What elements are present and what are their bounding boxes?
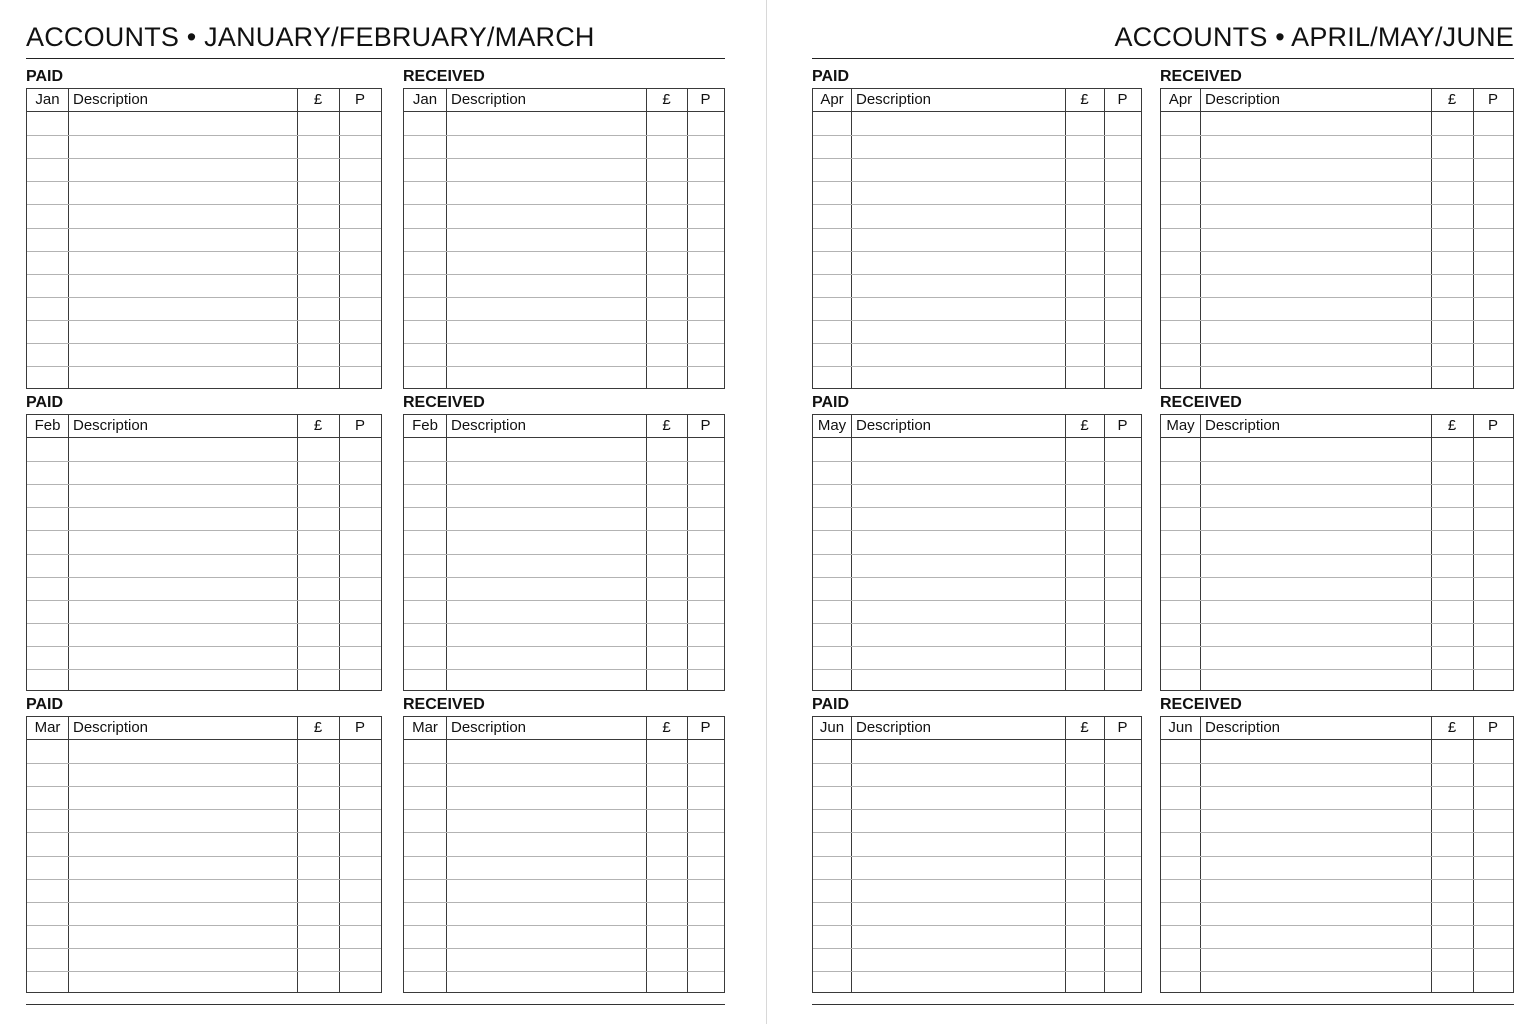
entry-row-line <box>1161 879 1513 880</box>
entry-row-line <box>1161 577 1513 578</box>
entry-row-line <box>1161 530 1513 531</box>
entry-row-line <box>813 530 1141 531</box>
entry-row-line <box>27 181 381 182</box>
entry-row-line <box>813 274 1141 275</box>
right-page-title: ACCOUNTS • APRIL/MAY/JUNE <box>1114 22 1514 52</box>
entry-row-line <box>1161 158 1513 159</box>
month-column-header: Apr <box>1168 91 1193 108</box>
entry-row-line <box>813 925 1141 926</box>
entry-row-line <box>404 181 724 182</box>
received-section-label: RECEIVED <box>403 394 485 411</box>
entry-row-line <box>813 577 1141 578</box>
page-spine <box>766 0 767 1024</box>
entry-row-line <box>27 879 381 880</box>
entry-row-line <box>1161 181 1513 182</box>
pounds-column-header: £ <box>313 91 323 108</box>
entry-row-line <box>813 297 1141 298</box>
column-divider <box>446 415 447 690</box>
right-title-rule <box>812 58 1514 59</box>
may-paid-ledger[interactable] <box>812 414 1142 691</box>
column-divider <box>646 415 647 690</box>
pounds-column-header: £ <box>313 719 323 736</box>
column-divider <box>851 717 852 992</box>
entry-row-line <box>1161 669 1513 670</box>
entry-row-line <box>27 204 381 205</box>
entry-row-line <box>27 971 381 972</box>
entry-row-line <box>1161 554 1513 555</box>
column-divider <box>1431 415 1432 690</box>
entry-row-line <box>813 623 1141 624</box>
entry-row-line <box>813 251 1141 252</box>
ledger-header <box>1161 89 1513 112</box>
entry-row-line <box>404 484 724 485</box>
pounds-column-header: £ <box>1080 91 1089 108</box>
entry-row-line <box>813 554 1141 555</box>
paid-section-label: PAID <box>26 696 64 713</box>
pence-column-header: P <box>354 417 365 434</box>
entry-row-line <box>1161 763 1513 764</box>
jan-paid-ledger[interactable] <box>26 88 382 389</box>
entry-row-line <box>1161 809 1513 810</box>
column-divider <box>68 717 69 992</box>
pounds-column-header: £ <box>1447 417 1457 434</box>
received-section-label: RECEIVED <box>1160 394 1242 411</box>
ledger-header <box>1161 415 1513 438</box>
paid-section-label: PAID <box>26 68 64 85</box>
paid-section-label: PAID <box>26 394 64 411</box>
entry-row-line <box>1161 507 1513 508</box>
column-divider <box>339 717 340 992</box>
entry-row-line <box>404 856 724 857</box>
entry-row-line <box>404 925 724 926</box>
feb-received-ledger[interactable] <box>403 414 725 691</box>
received-section-label: RECEIVED <box>1160 68 1242 85</box>
column-divider <box>68 415 69 690</box>
entry-row-line <box>404 669 724 670</box>
ledger-header <box>404 717 724 740</box>
pence-column-header: P <box>354 719 365 736</box>
entry-row-line <box>404 228 724 229</box>
column-divider <box>851 415 852 690</box>
entry-row-line <box>813 786 1141 787</box>
entry-row-line <box>27 669 381 670</box>
entry-row-line <box>404 646 724 647</box>
pounds-column-header: £ <box>313 417 323 434</box>
entry-row-line <box>813 507 1141 508</box>
entry-row-line <box>1161 461 1513 462</box>
pounds-column-header: £ <box>662 91 671 108</box>
entry-row-line <box>27 530 381 531</box>
column-divider <box>1104 415 1105 690</box>
entry-row-line <box>27 925 381 926</box>
ledger-header <box>1161 717 1513 740</box>
pounds-column-header: £ <box>1080 417 1089 434</box>
entry-row-line <box>1161 646 1513 647</box>
column-divider <box>687 415 688 690</box>
month-column-header: Mar <box>412 719 438 736</box>
entry-row-line <box>1161 297 1513 298</box>
left-title-rule <box>26 58 725 59</box>
pence-column-header: P <box>354 91 365 108</box>
entry-row-line <box>27 646 381 647</box>
description-column-header: Description <box>73 91 149 108</box>
entry-row-line <box>813 135 1141 136</box>
entry-row-line <box>404 135 724 136</box>
entry-row-line <box>1161 925 1513 926</box>
pence-column-header: P <box>700 719 711 736</box>
entry-row-line <box>404 832 724 833</box>
pence-column-header: P <box>700 417 711 434</box>
description-column-header: Description <box>856 417 932 434</box>
entry-row-line <box>813 763 1141 764</box>
description-column-header: Description <box>1205 91 1281 108</box>
entry-row-line <box>404 577 724 578</box>
entry-row-line <box>27 343 381 344</box>
left-bottom-rule <box>26 1004 725 1005</box>
description-column-header: Description <box>856 91 932 108</box>
pounds-column-header: £ <box>1447 91 1457 108</box>
month-column-header: Jun <box>1168 719 1193 736</box>
column-divider <box>1065 415 1066 690</box>
paid-section-label: PAID <box>812 696 850 713</box>
entry-row-line <box>1161 343 1513 344</box>
entry-row-line <box>1161 366 1513 367</box>
entry-row-line <box>27 158 381 159</box>
entry-row-line <box>404 320 724 321</box>
entry-row-line <box>404 366 724 367</box>
entry-row-line <box>404 948 724 949</box>
entry-row-line <box>404 879 724 880</box>
ledger-header <box>813 89 1141 112</box>
entry-row-line <box>1161 623 1513 624</box>
entry-row-line <box>813 809 1141 810</box>
entry-row-line <box>27 366 381 367</box>
entry-row-line <box>404 600 724 601</box>
column-divider <box>687 717 688 992</box>
entry-row-line <box>813 856 1141 857</box>
pounds-column-header: £ <box>1447 719 1457 736</box>
entry-row-line <box>27 786 381 787</box>
entry-row-line <box>27 832 381 833</box>
month-column-header: Jun <box>819 719 845 736</box>
entry-row-line <box>27 135 381 136</box>
entry-row-line <box>27 577 381 578</box>
entry-row-line <box>1161 902 1513 903</box>
entry-row-line <box>1161 948 1513 949</box>
entry-row-line <box>813 343 1141 344</box>
entry-row-line <box>1161 251 1513 252</box>
ledger-header <box>813 415 1141 438</box>
column-divider <box>1473 415 1474 690</box>
column-divider <box>646 717 647 992</box>
pence-column-header: P <box>700 91 711 108</box>
pence-column-header: P <box>1117 719 1128 736</box>
apr-paid-ledger[interactable] <box>812 88 1142 389</box>
received-section-label: RECEIVED <box>403 696 485 713</box>
jun-paid-ledger[interactable] <box>812 716 1142 993</box>
entry-row-line <box>1161 600 1513 601</box>
entry-row-line <box>1161 832 1513 833</box>
entry-row-line <box>404 554 724 555</box>
entry-row-line <box>27 484 381 485</box>
entry-row-line <box>27 809 381 810</box>
entry-row-line <box>813 484 1141 485</box>
apr-received-ledger[interactable] <box>1160 88 1514 389</box>
entry-row-line <box>404 343 724 344</box>
description-column-header: Description <box>856 719 932 736</box>
paid-section-label: PAID <box>812 394 850 411</box>
ledger-header <box>813 717 1141 740</box>
entry-row-line <box>404 251 724 252</box>
received-section-label: RECEIVED <box>1160 696 1242 713</box>
entry-row-line <box>27 554 381 555</box>
pounds-column-header: £ <box>662 719 671 736</box>
mar-received-ledger[interactable] <box>403 716 725 993</box>
column-divider <box>1104 717 1105 992</box>
month-column-header: May <box>1166 417 1195 434</box>
may-received-ledger[interactable] <box>1160 414 1514 691</box>
entry-row-line <box>404 297 724 298</box>
entry-row-line <box>27 507 381 508</box>
description-column-header: Description <box>1205 719 1281 736</box>
entry-row-line <box>27 856 381 857</box>
entry-row-line <box>1161 971 1513 972</box>
entry-row-line <box>1161 786 1513 787</box>
entry-row-line <box>404 158 724 159</box>
entry-row-line <box>404 204 724 205</box>
pounds-column-header: £ <box>662 417 671 434</box>
month-column-header: Jan <box>412 91 438 108</box>
pence-column-header: P <box>1117 91 1128 108</box>
entry-row-line <box>27 623 381 624</box>
entry-row-line <box>813 646 1141 647</box>
column-divider <box>297 415 298 690</box>
month-column-header: Jan <box>35 91 60 108</box>
entry-row-line <box>27 461 381 462</box>
entry-row-line <box>813 971 1141 972</box>
ledger-header <box>27 89 381 112</box>
ledger-header <box>404 415 724 438</box>
entry-row-line <box>27 228 381 229</box>
column-divider <box>297 717 298 992</box>
description-column-header: Description <box>1205 417 1281 434</box>
entry-row-line <box>1161 228 1513 229</box>
entry-row-line <box>813 832 1141 833</box>
feb-paid-ledger[interactable] <box>26 414 382 691</box>
entry-row-line <box>27 297 381 298</box>
pounds-column-header: £ <box>1080 719 1089 736</box>
entry-row-line <box>27 251 381 252</box>
column-divider <box>446 717 447 992</box>
entry-row-line <box>813 948 1141 949</box>
entry-row-line <box>1161 274 1513 275</box>
entry-row-line <box>1161 204 1513 205</box>
month-column-header: Mar <box>34 719 61 736</box>
description-column-header: Description <box>451 719 527 736</box>
column-divider <box>339 415 340 690</box>
entry-row-line <box>27 320 381 321</box>
description-column-header: Description <box>73 417 149 434</box>
pence-column-header: P <box>1487 91 1498 108</box>
jan-received-ledger[interactable] <box>403 88 725 389</box>
column-divider <box>1473 717 1474 992</box>
entry-row-line <box>813 181 1141 182</box>
entry-row-line <box>404 530 724 531</box>
entry-row-line <box>813 600 1141 601</box>
pence-column-header: P <box>1117 417 1128 434</box>
entry-row-line <box>813 669 1141 670</box>
month-column-header: Feb <box>412 417 438 434</box>
entry-row-line <box>27 902 381 903</box>
ledger-header <box>404 89 724 112</box>
entry-row-line <box>404 786 724 787</box>
entry-row-line <box>404 809 724 810</box>
paid-section-label: PAID <box>812 68 850 85</box>
entry-row-line <box>813 228 1141 229</box>
entry-row-line <box>1161 856 1513 857</box>
ledger-header <box>27 717 381 740</box>
entry-row-line <box>404 902 724 903</box>
right-bottom-rule <box>812 1004 1514 1005</box>
entry-row-line <box>813 158 1141 159</box>
entry-row-line <box>813 320 1141 321</box>
description-column-header: Description <box>73 719 149 736</box>
entry-row-line <box>404 971 724 972</box>
received-section-label: RECEIVED <box>403 68 485 85</box>
column-divider <box>1431 717 1432 992</box>
column-divider <box>1065 717 1066 992</box>
entry-row-line <box>404 763 724 764</box>
month-column-header: Feb <box>34 417 61 434</box>
ledger-header <box>27 415 381 438</box>
month-column-header: May <box>817 417 847 434</box>
entry-row-line <box>27 600 381 601</box>
entry-row-line <box>404 461 724 462</box>
month-column-header: Apr <box>820 91 844 108</box>
column-divider <box>1200 415 1201 690</box>
column-divider <box>1200 717 1201 992</box>
entry-row-line <box>813 461 1141 462</box>
entry-row-line <box>404 274 724 275</box>
description-column-header: Description <box>451 417 527 434</box>
entry-row-line <box>27 948 381 949</box>
entry-row-line <box>813 366 1141 367</box>
entry-row-line <box>27 763 381 764</box>
entry-row-line <box>404 507 724 508</box>
entry-row-line <box>1161 320 1513 321</box>
entry-row-line <box>813 204 1141 205</box>
entry-row-line <box>1161 135 1513 136</box>
pence-column-header: P <box>1487 719 1498 736</box>
entry-row-line <box>1161 484 1513 485</box>
entry-row-line <box>27 274 381 275</box>
description-column-header: Description <box>451 91 527 108</box>
entry-row-line <box>813 879 1141 880</box>
entry-row-line <box>813 902 1141 903</box>
mar-paid-ledger[interactable] <box>26 716 382 993</box>
entry-row-line <box>404 623 724 624</box>
left-page-title: ACCOUNTS • JANUARY/FEBRUARY/MARCH <box>26 22 595 52</box>
jun-received-ledger[interactable] <box>1160 716 1514 993</box>
pence-column-header: P <box>1487 417 1498 434</box>
